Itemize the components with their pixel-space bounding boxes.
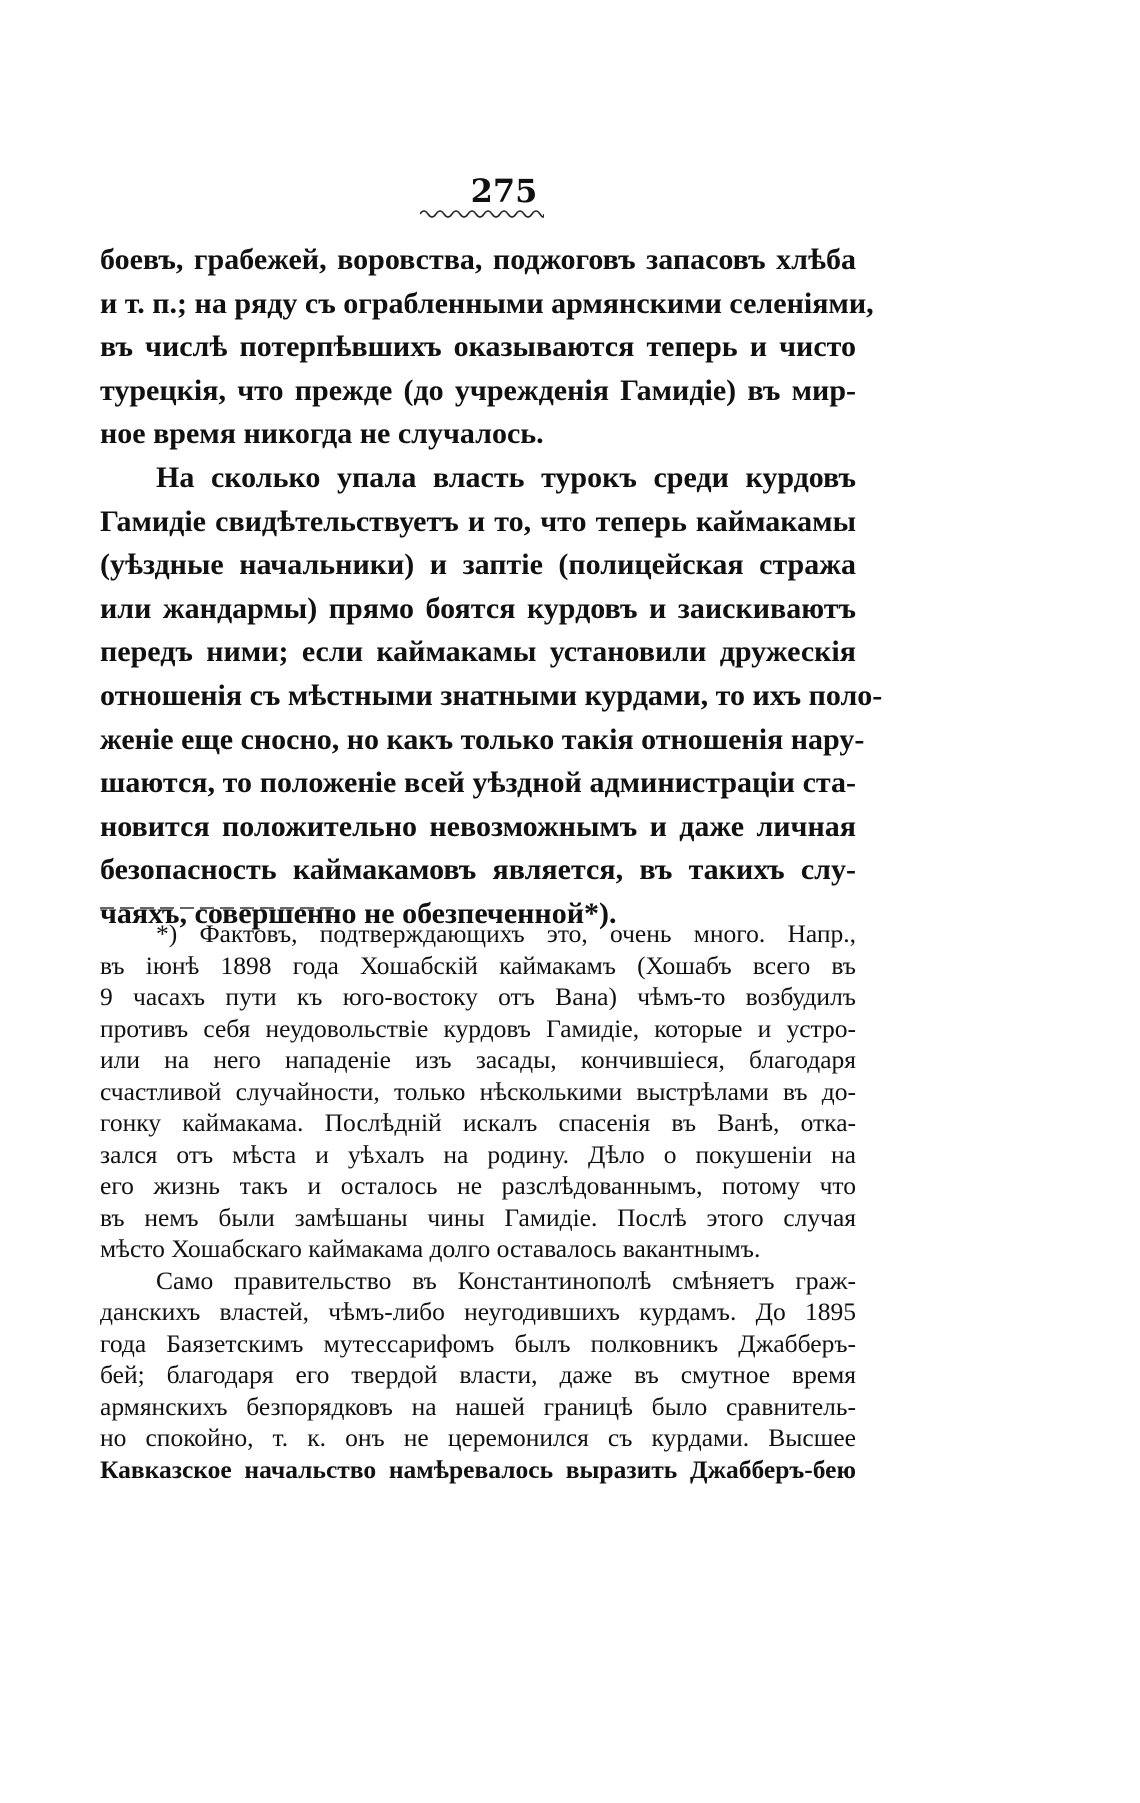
footnote-line: но спокойно, т. к. онъ не церемонился съ курдами. Высшее	[100, 1423, 856, 1452]
footnote-line: 9 часахъ пути къ юго-востоку отъ Вана) чѣмъ-то возбудилъ	[100, 982, 856, 1011]
text-line: или жандармы) прямо боятся курдовъ и заискиваютъ	[100, 591, 856, 625]
text-line: Гамидіе свидѣтельствуетъ и то, что теперь каймакамы	[100, 504, 856, 538]
text-line: шаются, то положеніе всей уѣздной администраціи ста-	[100, 766, 856, 800]
text-line: передъ ними; если каймакамы установили дружескія	[100, 635, 856, 669]
wavy-rule-ornament	[420, 208, 544, 220]
footnote-line: бей; благодаря его твердой власти, даже въ смутное время	[100, 1360, 856, 1389]
footnote-line: гонку каймакама. Послѣдній искалъ спасенія въ Ванѣ, отка-	[100, 1108, 856, 1137]
text-line: ное время никогда не случалось.	[100, 417, 544, 451]
footnote-line: въ немъ были замѣшаны чины Гамидіе. Послѣ этого случая	[100, 1202, 856, 1232]
footnote-line: или на него нападеніе изъ засады, кончившіеся, благодаря	[100, 1045, 856, 1074]
footnote-line: года Баязетскимъ мутессарифомъ былъ полковникъ Джабберъ-	[100, 1328, 856, 1358]
text-line: (уѣздные начальники) и заптіе (полицейская стража	[100, 548, 856, 582]
footnote-separator	[100, 906, 340, 910]
text-line: женіе еще сносно, но какъ только такія отношенія нару-	[100, 722, 865, 756]
footnote-line: Само правительство въ Константинополѣ смѣняетъ граж-	[156, 1265, 856, 1295]
text-line: въ числѣ потерпѣвшихъ оказываются теперь и чисто	[100, 330, 856, 364]
footnote-line: его жизнь такъ и осталось не разслѣдованнымъ, потому что	[100, 1171, 856, 1200]
text-line: и т. п.; на ряду съ ограбленными армянскими селеніями,	[100, 286, 874, 320]
footnote-line: мѣсто Хошабскаго каймакама долго оставалось вакантнымъ.	[100, 1234, 761, 1263]
footnote-line: въ іюнѣ 1898 года Хошабскій каймакамъ (Хошабъ всего въ	[100, 950, 856, 980]
text-line: новится положительно невозможнымъ и даже личная	[100, 809, 856, 843]
footnote-line: *) Фактовъ, подтверждающихъ это, очень много. Напр.,	[156, 919, 856, 948]
footnote-line: армянскихъ безпорядковъ на нашей границѣ было сравнитель-	[100, 1391, 856, 1421]
footnote-line: счастливой случайности, только нѣсколькими выстрѣлами въ до-	[100, 1076, 856, 1106]
footnote-line: зался отъ мѣста и уѣхалъ на родину. Дѣло о покушеніи на	[100, 1139, 856, 1169]
text-line: боевъ, грабежей, воровства, поджоговъ запасовъ хлѣба	[100, 243, 856, 276]
text-line: безопасность каймакамовъ является, въ такихъ слу-	[100, 853, 856, 887]
main-text	[100, 238, 883, 936]
text-line: отношенія съ мѣстными знатными курдами, то ихъ поло-	[100, 678, 883, 712]
footnote-line: данскихъ властей, чѣмъ-либо неугодившихъ курдамъ. До 1895	[100, 1297, 856, 1326]
footnote-line: Кавказское начальство намѣревалось выразить Джабберъ-бею	[100, 1454, 856, 1484]
footnote	[100, 918, 856, 1485]
text-line: чаяхъ, совершенно не обезпеченной*).	[100, 896, 617, 930]
page-number: 275	[470, 172, 538, 210]
text-line: На сколько упала власть турокъ среди курдовъ	[156, 460, 856, 494]
text-line: турецкія, что прежде (до учрежденія Гамидіе) въ мир-	[100, 373, 856, 407]
footnote-line: противъ себя неудовольствіе курдовъ Гамидіе, которые и устро-	[100, 1013, 856, 1043]
